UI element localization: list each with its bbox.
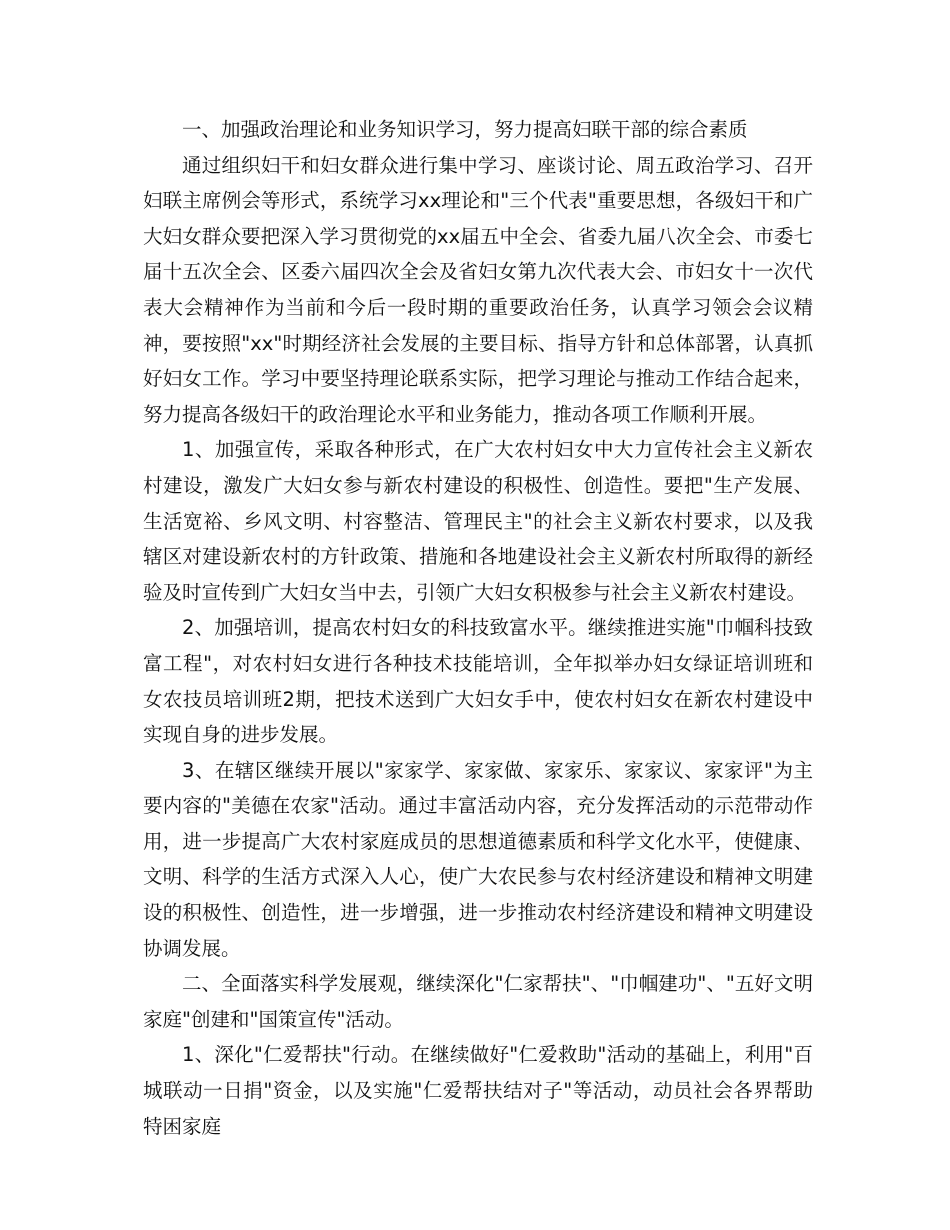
paragraph-item-1-charity: 1、深化"仁爱帮扶"行动。在继续做好"仁爱救助"活动的基础上，利用"百城联动一日捐"资金，以及实施"仁爱帮扶结对子"等活动，动员社会各界帮助特困家庭 — [143, 1043, 813, 1138]
document-body — [143, 112, 813, 1144]
paragraph-item-1-publicity: 1、加强宣传，采取各种形式，在广大农村妇女中大力宣传社会主义新农村建设，激发广大妇女参与新农村建设的积极性、创造性。要把"生产发展、生活宽裕、乡风文明、村容整洁、管理民主"的社会主义新农村要求，以及我辖区对建设新农村的方针政策、措施和各地建设社会主义新农村所取得的新经验及时宣传到广大妇女当中去，引领广大妇女积极参与社会主义新农村建设。 — [143, 438, 813, 604]
paragraph-item-3-virtue: 3、在辖区继续开展以"家家学、家家做、家家乐、家家议、家家评"为主要内容的"美德在农家"活动。通过丰富活动内容，充分发挥活动的示范带动作用，进一步提高广大农村家庭成员的思想道德素质和科学文化水平，使健康、文明、科学的生活方式深入人心，使广大农民参与农村经济建设和精神文明建设的积极性、创造性，进一步增强，进一步推动农村经济建设和精神文明建设协调发展。 — [143, 758, 813, 960]
paragraph-item-2-training: 2、加强培训，提高农村妇女的科技致富水平。继续推进实施"巾帼科技致富工程"，对农村妇女进行各种技术技能培训，全年拟举办妇女绿证培训班和女农技员培训班2期，把技术送到广大妇女手中，使农村妇女在新农村建设中实现自身的进步发展。 — [143, 616, 813, 747]
paragraph-study: 通过组织妇干和妇女群众进行集中学习、座谈讨论、周五政治学习、召开妇联主席例会等形式，系统学习xx理论和"三个代表"重要思想，各级妇干和广大妇女群众要把深入学习贯彻党的xx届五中全会、省委九届八次全会、市委七届十五次全会、区委六届四次全会及省妇女第九次代表大会、市妇女十一次代表大会精神作为当前和今后一段时期的重要政治任务，认真学习领会会议精神，要按照"xx"时期经济社会发展的主要目标、指导方针和总体部署，认真抓好妇女工作。学习中要坚持理论联系实际，把学习理论与推动工作结合起来，努力提高各级妇干的政治理论水平和业务能力，推动各项工作顺利开展。 — [143, 153, 813, 426]
section-heading-1: 一、加强政治理论和业务知识学习，努力提高妇联干部的综合素质 — [182, 118, 748, 141]
section-heading-2: 二、全面落实科学发展观，继续深化"仁家帮扶"、"巾帼建功"、"五好文明家庭"创建和"国策宣传"活动。 — [143, 972, 813, 1031]
